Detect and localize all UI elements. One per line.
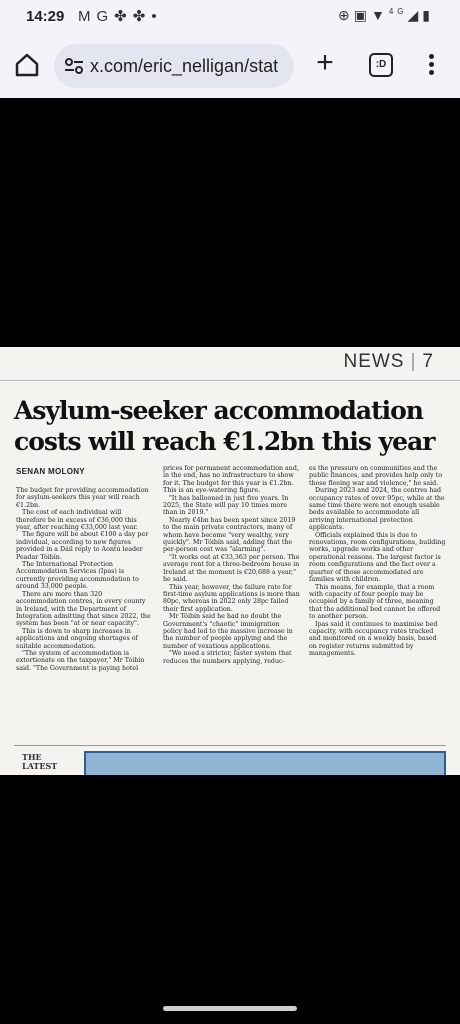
section-name: NEWS [343, 351, 405, 372]
paragraph: "It works out at €33,363 per person. The average rent for a three-bedroom house in Ireland at the moment is €20,688 a year," he said. [163, 553, 300, 584]
browser-toolbar [0, 34, 460, 98]
new-tab-icon[interactable]: + [316, 46, 334, 79]
paragraph: This year, however, the failure rate for first-time asylum applications is more than 80pc, whereas in 2022 only 28pc failed their first application. [163, 583, 300, 613]
paragraph: The International Protection Accommodation Services (Ipas) is currently providing accommodation to around 33,000 people. [16, 561, 139, 591]
battery-icon: ▮ [422, 7, 434, 23]
headline: Asylum-seeker accommodation costs will reach €1.2bn this year [14, 396, 435, 456]
paragraph: There are more than 320 accommodation centres, in every county in Ireland, with the Department of Integration admitting that since 2022, the system has been "at or near capacity". [16, 590, 151, 628]
address-bar[interactable] [54, 44, 294, 88]
paragraph: es the pressure on communities and the public finances, and provides help only to those fleeing war and violence," he said. [309, 465, 443, 487]
paragraph: prices for permanent accommodation and, in the end, has no infrastructure to show for it. The budget for this year is €1.2bn. This is an eye-watering figure. [163, 465, 299, 495]
signal-icon: ◢ [407, 7, 423, 23]
gmail-icon: M [78, 8, 97, 25]
page-number: 7 [422, 351, 434, 372]
paragraph: The budget for providing accommodation for asylum-seekers this year will reach €1.2bn. [16, 487, 149, 509]
wifi-icon: ▼ [370, 7, 389, 23]
byline: SENAN MOLONY [16, 467, 85, 476]
alarm-icon: ⊕ [338, 7, 354, 23]
article-column-3 [309, 465, 446, 658]
pinwheel-icon: ✤ [132, 8, 152, 25]
home-icon[interactable] [14, 52, 40, 78]
nfc-icon: ▣ [353, 7, 371, 23]
header-divider [0, 380, 460, 381]
paragraph: This means, for example, that a room with capacity of four people may be occupied by a family of three, meaning that the additional bed cannot be offered to another person. [309, 583, 441, 621]
paragraph: This is down to sharp increases in applications and ongoing shortages of suitable accommodation. [16, 627, 138, 650]
more-notifications-dot: • [151, 8, 163, 25]
promo-box [84, 751, 446, 775]
paragraph: The figure will be about €100 a day per individual, according to new figures provided in a Dáil reply to Aontú leader Peadar Tóibín. [16, 531, 149, 561]
url-text[interactable]: x.com/eric_nelligan/stat [90, 56, 279, 76]
status-bar [0, 0, 460, 34]
section-header: NEWS | 7 [343, 351, 434, 372]
news-clipping-image [0, 347, 460, 775]
footer-divider [14, 745, 446, 746]
paragraph: "It has ballooned in just five years. In 2025, the State will pay 10 times more than in 2019." [163, 494, 289, 517]
paragraph: During 2023 and 2024, the centres had occupancy rates of over 95pc, while at the same time there were not enough usable beds available to accommodate all arriving international protection applicants. [309, 487, 445, 532]
paragraph: "The system of accommodation is extortionate on the taxpayer," Mr Tóibín said. "The Government is paying hotel [16, 649, 145, 672]
status-time: 14:29 [26, 8, 65, 25]
paragraph: "We need a stricter, faster system that reduces the numbers applying, reduc- [163, 650, 292, 665]
tab-switcher-button[interactable]: :D [369, 53, 393, 77]
gesture-nav-bar[interactable] [163, 1006, 297, 1011]
pinwheel-icon: ✤ [114, 8, 133, 25]
network-label: 4G [388, 7, 408, 16]
latest-label: THE LATEST [22, 752, 58, 771]
paragraph: Ipas said it continues to maximise bed capacity, with occupancy rates tracked and monitored on a weekly basis, based on register returns submitted by managements. [309, 620, 438, 658]
paragraph: The cost of each individual will therefore be in excess of €36,000 this year, after reaching €33,000 last year. [16, 509, 138, 532]
site-settings-icon[interactable] [64, 56, 84, 76]
paragraph: Mr Tóibín said he had no doubt the Government's "chaotic" immigration policy had led to the massive increase in the number of people applying and the number of vexatious applications. [163, 613, 293, 650]
article-column-2 [163, 465, 300, 665]
paragraph: Nearly €4bn has been spent since 2019 to the main private contractors, many of whom have become "very wealthy, very quickly". Mr Tóibín said, adding that the per-person cost was "alarming". [163, 516, 296, 554]
notification-icons [78, 7, 163, 25]
article-column-1 [16, 487, 153, 672]
paragraph: Officials explained this is due to renovations, room configurations, building works, upgrade works and other operational reasons. The largest factor is room configurations and the fact over a quarter of those accommodated are families with children. [309, 531, 446, 584]
google-icon: G [96, 8, 115, 25]
more-menu-icon[interactable] [424, 51, 438, 79]
system-icons [338, 7, 434, 24]
